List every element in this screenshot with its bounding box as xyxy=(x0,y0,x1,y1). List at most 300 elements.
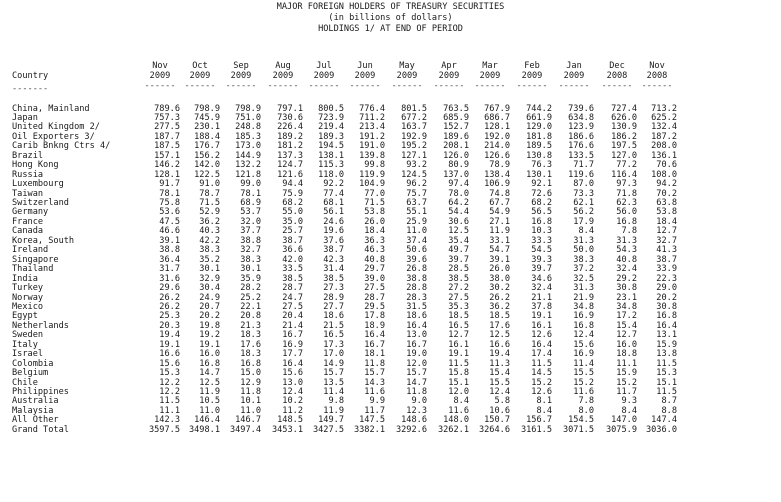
holding-value: 14.3 xyxy=(364,378,385,388)
holding-value: 35.9 xyxy=(240,274,261,284)
holding-value: 42.3 xyxy=(323,255,344,265)
holding-value: 38.3 xyxy=(240,255,261,265)
holding-value: 31.3 xyxy=(616,236,637,246)
column-header-year: 2009 xyxy=(438,71,460,81)
holding-value: 713.2 xyxy=(651,104,677,114)
holding-value: 19.2 xyxy=(199,330,220,340)
holding-value: 11.4 xyxy=(323,387,344,397)
column-header-year: 2009 xyxy=(230,71,252,81)
holding-value: 26.2 xyxy=(159,293,180,303)
holding-value: 25.2 xyxy=(240,293,261,303)
holding-value: 723.9 xyxy=(318,113,344,123)
holding-value: 13.0 xyxy=(406,330,427,340)
holding-value: 32.4 xyxy=(616,264,637,274)
country-name: Switzerland xyxy=(12,198,69,208)
holding-value: 20.3 xyxy=(159,321,180,331)
holding-value: 34.8 xyxy=(573,302,594,312)
holding-value: 128.1 xyxy=(484,122,510,132)
holding-value: 10.2 xyxy=(282,396,303,406)
holding-value: 19.1 xyxy=(531,311,552,321)
holding-value: 23.1 xyxy=(616,293,637,303)
holding-value: 189.3 xyxy=(318,132,344,142)
holding-value: 16.6 xyxy=(159,349,180,359)
holding-value: 32.7 xyxy=(656,236,677,246)
holding-value: 15.7 xyxy=(364,368,385,378)
holding-value: 38.8 xyxy=(159,245,180,255)
holding-value: 14.5 xyxy=(531,368,552,378)
holding-value: 147.5 xyxy=(359,415,385,425)
holding-value: 11.4 xyxy=(573,359,594,369)
holding-value: 208.0 xyxy=(651,141,677,151)
holding-value: 80.9 xyxy=(448,160,469,170)
holding-value: 10.5 xyxy=(199,396,220,406)
column-header-year: 2009 xyxy=(189,71,211,81)
holding-value: 77.4 xyxy=(323,189,344,199)
holding-value: 191.0 xyxy=(359,141,385,151)
holding-value: 129.0 xyxy=(526,122,552,132)
holding-value: 68.9 xyxy=(240,198,261,208)
holding-value: 181.2 xyxy=(277,141,303,151)
holding-value: 16.5 xyxy=(448,321,469,331)
country-name: Mexico xyxy=(12,302,44,312)
holding-value: 18.4 xyxy=(656,217,677,227)
holding-value: 3075.9 xyxy=(605,425,637,435)
country-name: Korea, South xyxy=(12,236,75,246)
country-name: Thailand xyxy=(12,264,54,274)
column-header-month: May xyxy=(399,61,415,71)
holding-value: 93.2 xyxy=(406,160,427,170)
holding-value: 626.0 xyxy=(611,113,637,123)
holding-value: 8.4 xyxy=(453,396,469,406)
holding-value: 15.6 xyxy=(159,359,180,369)
holding-value: 53.7 xyxy=(240,207,261,217)
column-header-month: Mar xyxy=(482,61,498,71)
holding-value: 71.8 xyxy=(616,189,637,199)
holding-value: 92.2 xyxy=(323,179,344,189)
holding-value: 16.8 xyxy=(616,217,637,227)
holding-value: 11.3 xyxy=(489,359,510,369)
holding-value: 24.6 xyxy=(323,217,344,227)
column-header-year: 2009 xyxy=(563,71,585,81)
holding-value: 39.7 xyxy=(531,264,552,274)
holding-value: 92.1 xyxy=(531,179,552,189)
country-name: France xyxy=(12,217,44,227)
holding-value: 75.7 xyxy=(406,189,427,199)
report-title: MAJOR FOREIGN HOLDERS OF TREASURY SECURITIES xyxy=(276,2,505,12)
column-header-rule: ------ xyxy=(558,81,590,91)
column-header-year: 2009 xyxy=(272,71,294,81)
holding-value: 3453.1 xyxy=(271,425,303,435)
holding-value: 118.0 xyxy=(318,170,344,180)
holding-value: 22.3 xyxy=(656,274,677,284)
holding-value: 17.6 xyxy=(489,321,510,331)
holding-value: 12.2 xyxy=(159,378,180,388)
holding-value: 19.1 xyxy=(159,340,180,350)
holding-value: 15.9 xyxy=(616,368,637,378)
holding-value: 11.5 xyxy=(656,387,677,397)
holding-value: 146.7 xyxy=(235,415,261,425)
holding-value: 67.7 xyxy=(489,198,510,208)
holding-value: 208.1 xyxy=(443,141,469,151)
holding-value: 11.8 xyxy=(364,359,385,369)
holding-value: 29.5 xyxy=(364,302,385,312)
holding-value: 78.9 xyxy=(489,160,510,170)
holding-value: 104.9 xyxy=(359,179,385,189)
holding-value: 75.9 xyxy=(282,189,303,199)
holding-value: 157.1 xyxy=(154,151,180,161)
holding-value: 8.4 xyxy=(621,406,637,416)
column-header-rule: ------ xyxy=(474,81,506,91)
country-name: Canada xyxy=(12,226,44,236)
holding-value: 16.8 xyxy=(573,321,594,331)
holding-value: 21.3 xyxy=(240,321,261,331)
holding-value: 38.5 xyxy=(282,274,303,284)
holding-value: 97.3 xyxy=(616,179,637,189)
column-header-month: Dec xyxy=(609,61,625,71)
holding-value: 147.4 xyxy=(651,415,677,425)
country-name: Israel xyxy=(12,349,44,359)
column-header-rule: ------ xyxy=(601,81,633,91)
holding-value: 34.8 xyxy=(616,302,637,312)
holding-value: 130.8 xyxy=(526,151,552,161)
country-name: Germany xyxy=(12,207,49,217)
holding-value: 138.4 xyxy=(484,170,510,180)
holding-value: 15.1 xyxy=(448,378,469,388)
holding-value: 96.2 xyxy=(406,179,427,189)
holding-value: 30.4 xyxy=(199,283,220,293)
holding-value: 62.1 xyxy=(573,198,594,208)
holding-value: 39.0 xyxy=(364,274,385,284)
holding-value: 185.3 xyxy=(235,132,261,142)
country-name: Chile xyxy=(12,378,38,388)
holding-value: 11.5 xyxy=(531,359,552,369)
holding-value: 54.3 xyxy=(616,245,637,255)
holding-value: 27.2 xyxy=(448,283,469,293)
holding-value: 71.5 xyxy=(364,198,385,208)
holding-value: 35.0 xyxy=(282,217,303,227)
holding-value: 11.8 xyxy=(240,387,261,397)
holding-value: 36.3 xyxy=(364,236,385,246)
holding-value: 119.6 xyxy=(568,170,594,180)
holding-value: 18.5 xyxy=(448,311,469,321)
holding-value: 219.4 xyxy=(318,122,344,132)
country-name: Australia xyxy=(12,396,59,406)
holding-value: 3036.0 xyxy=(645,425,677,435)
holding-value: 68.1 xyxy=(323,198,344,208)
holding-value: 38.7 xyxy=(282,236,303,246)
holding-value: 248.8 xyxy=(235,122,261,132)
holding-value: 677.2 xyxy=(401,113,427,123)
holding-value: 148.0 xyxy=(443,415,469,425)
holding-value: 40.8 xyxy=(364,255,385,265)
holding-value: 52.9 xyxy=(199,207,220,217)
holding-value: 133.5 xyxy=(568,151,594,161)
holding-value: 186.6 xyxy=(568,132,594,142)
holding-value: 31.7 xyxy=(159,264,180,274)
country-name: Japan xyxy=(12,113,38,123)
column-header-rule: ------ xyxy=(349,81,381,91)
holding-value: 38.8 xyxy=(406,274,427,284)
holding-value: 686.7 xyxy=(484,113,510,123)
holding-value: 15.5 xyxy=(573,368,594,378)
holding-value: 187.2 xyxy=(651,132,677,142)
column-header-month: Sep xyxy=(233,61,249,71)
holding-value: 55.0 xyxy=(282,207,303,217)
column-header-month: Aug xyxy=(275,61,291,71)
holding-value: 11.0 xyxy=(240,406,261,416)
holding-value: 17.6 xyxy=(240,340,261,350)
holding-value: 24.7 xyxy=(282,293,303,303)
column-header-rule: ------ xyxy=(225,81,257,91)
holding-value: 22.1 xyxy=(240,302,261,312)
holding-value: 21.5 xyxy=(323,321,344,331)
holding-value: 10.1 xyxy=(240,396,261,406)
column-header-month: Feb xyxy=(524,61,540,71)
holding-value: 18.1 xyxy=(364,349,385,359)
holding-value: 147.0 xyxy=(611,415,637,425)
holding-value: 16.0 xyxy=(199,349,220,359)
holding-value: 20.2 xyxy=(656,293,677,303)
holding-value: 26.8 xyxy=(406,264,427,274)
holding-value: 33.1 xyxy=(489,236,510,246)
holding-value: 11.2 xyxy=(282,406,303,416)
holding-value: 41.3 xyxy=(656,245,677,255)
country-name: India xyxy=(12,274,38,284)
holding-value: 123.9 xyxy=(568,122,594,132)
holding-value: 75.8 xyxy=(159,198,180,208)
holding-value: 63.7 xyxy=(406,198,427,208)
holding-value: 31.6 xyxy=(159,274,180,284)
column-header-rule: ------ xyxy=(184,81,216,91)
holding-value: 24.9 xyxy=(199,293,220,303)
holding-value: 12.3 xyxy=(406,406,427,416)
column-header-year: 2009 xyxy=(149,71,171,81)
holding-value: 27.1 xyxy=(489,217,510,227)
holding-value: 38.7 xyxy=(323,245,344,255)
holding-value: 36.2 xyxy=(199,217,220,227)
holding-value: 54.4 xyxy=(448,207,469,217)
holding-value: 39.1 xyxy=(159,236,180,246)
holding-value: 119.9 xyxy=(359,170,385,180)
holding-value: 13.1 xyxy=(656,330,677,340)
holding-value: 29.2 xyxy=(616,274,637,284)
holding-value: 11.5 xyxy=(656,359,677,369)
holding-value: 739.6 xyxy=(568,104,594,114)
holding-value: 42.2 xyxy=(199,236,220,246)
country-column-header: Country xyxy=(12,71,49,81)
country-name: Italy xyxy=(12,340,38,350)
holding-value: 19.4 xyxy=(489,349,510,359)
holding-value: 16.7 xyxy=(406,340,427,350)
holding-value: 15.7 xyxy=(323,368,344,378)
report-subtitle: HOLDINGS 1/ AT END OF PERIOD xyxy=(318,24,463,34)
holding-value: 19.1 xyxy=(199,340,220,350)
holding-value: 191.2 xyxy=(359,132,385,142)
holding-value: 55.1 xyxy=(406,207,427,217)
holding-value: 34.6 xyxy=(531,274,552,284)
holding-value: 9.0 xyxy=(411,396,427,406)
country-name: All Other xyxy=(12,415,59,425)
holding-value: 54.9 xyxy=(489,207,510,217)
holding-value: 146.4 xyxy=(194,415,220,425)
holding-value: 37.2 xyxy=(573,264,594,274)
holding-value: 49.7 xyxy=(448,245,469,255)
country-name: Netherlands xyxy=(12,321,69,331)
holding-value: 9.3 xyxy=(621,396,637,406)
holding-value: 28.2 xyxy=(240,283,261,293)
holding-value: 751.0 xyxy=(235,113,261,123)
country-name: Oil Exporters 3/ xyxy=(12,132,95,142)
holding-value: 94.4 xyxy=(282,179,303,189)
holding-value: 127.1 xyxy=(401,151,427,161)
holding-value: 68.2 xyxy=(282,198,303,208)
holding-value: 11.7 xyxy=(616,387,637,397)
holding-value: 11.1 xyxy=(159,406,180,416)
holding-value: 798.9 xyxy=(194,104,220,114)
holding-value: 12.7 xyxy=(448,330,469,340)
holding-value: 16.9 xyxy=(573,311,594,321)
holding-value: 53.8 xyxy=(656,207,677,217)
holding-value: 3497.4 xyxy=(229,425,261,435)
holding-value: 124.7 xyxy=(277,160,303,170)
holding-value: 3292.6 xyxy=(395,425,427,435)
holding-value: 77.0 xyxy=(364,189,385,199)
holding-value: 12.7 xyxy=(616,330,637,340)
holding-value: 29.7 xyxy=(364,264,385,274)
holding-value: 798.9 xyxy=(235,104,261,114)
holding-value: 17.4 xyxy=(531,349,552,359)
holding-value: 187.7 xyxy=(154,132,180,142)
holding-value: 12.5 xyxy=(448,226,469,236)
holding-value: 25.9 xyxy=(406,217,427,227)
holding-value: 16.9 xyxy=(282,340,303,350)
holding-value: 20.7 xyxy=(199,302,220,312)
holding-value: 11.0 xyxy=(199,406,220,416)
holding-value: 37.7 xyxy=(240,226,261,236)
holding-value: 136.1 xyxy=(651,151,677,161)
holding-value: 15.6 xyxy=(282,368,303,378)
holding-value: 63.8 xyxy=(656,198,677,208)
holding-value: 26.2 xyxy=(159,302,180,312)
report-units: (in billions of dollars) xyxy=(328,13,453,23)
holding-value: 27.5 xyxy=(364,283,385,293)
holding-value: 15.4 xyxy=(489,368,510,378)
holding-value: 19.8 xyxy=(199,321,220,331)
holding-value: 661.9 xyxy=(526,113,552,123)
holding-value: 56.5 xyxy=(531,207,552,217)
holding-value: 16.5 xyxy=(323,330,344,340)
holding-value: 35.4 xyxy=(448,236,469,246)
holding-value: 17.8 xyxy=(364,311,385,321)
holding-value: 31.5 xyxy=(406,302,427,312)
holding-value: 115.3 xyxy=(318,160,344,170)
holding-value: 16.0 xyxy=(616,340,637,350)
country-name: Egypt xyxy=(12,311,38,321)
column-header-month: Apr xyxy=(441,61,457,71)
holding-value: 27.5 xyxy=(448,293,469,303)
holding-value: 142.0 xyxy=(194,160,220,170)
holding-value: 16.8 xyxy=(656,311,677,321)
holding-value: 192.0 xyxy=(484,132,510,142)
holding-value: 195.2 xyxy=(401,141,427,151)
holding-value: 27.5 xyxy=(282,302,303,312)
holding-value: 744.2 xyxy=(526,104,552,114)
holding-value: 226.4 xyxy=(277,122,303,132)
holding-value: 30.8 xyxy=(616,283,637,293)
holding-value: 54.5 xyxy=(531,245,552,255)
holding-value: 33.5 xyxy=(282,264,303,274)
holding-value: 150.7 xyxy=(484,415,510,425)
holding-value: 154.5 xyxy=(568,415,594,425)
holding-value: 9.8 xyxy=(328,396,344,406)
holding-value: 16.9 xyxy=(573,349,594,359)
holding-value: 163.7 xyxy=(401,122,427,132)
holding-value: 20.4 xyxy=(282,311,303,321)
holding-value: 121.8 xyxy=(235,170,261,180)
holding-value: 91.0 xyxy=(199,179,220,189)
holding-value: 15.5 xyxy=(489,378,510,388)
column-header-year: 2009 xyxy=(479,71,501,81)
holding-value: 30.2 xyxy=(489,283,510,293)
holding-value: 17.7 xyxy=(282,349,303,359)
holding-value: 730.6 xyxy=(277,113,303,123)
column-header-rule: ------ xyxy=(391,81,423,91)
holding-value: 78.7 xyxy=(199,189,220,199)
holding-value: 27.7 xyxy=(323,302,344,312)
holding-value: 39.7 xyxy=(448,255,469,265)
holding-value: 11.9 xyxy=(489,226,510,236)
column-header-rule: ------ xyxy=(144,81,176,91)
holding-value: 74.8 xyxy=(489,189,510,199)
holding-value: 15.3 xyxy=(159,368,180,378)
holding-value: 763.5 xyxy=(443,104,469,114)
holding-value: 138.1 xyxy=(318,151,344,161)
holding-value: 16.4 xyxy=(282,359,303,369)
holding-value: 38.0 xyxy=(489,274,510,284)
holding-value: 16.8 xyxy=(531,217,552,227)
holding-value: 18.5 xyxy=(489,311,510,321)
holding-value: 3597.5 xyxy=(148,425,180,435)
holding-value: 13.0 xyxy=(282,378,303,388)
holding-value: 277.5 xyxy=(154,122,180,132)
holding-value: 3262.1 xyxy=(437,425,469,435)
column-header-year: 2008 xyxy=(606,71,628,81)
holding-value: 56.1 xyxy=(323,207,344,217)
holding-value: 156.2 xyxy=(194,151,220,161)
holding-value: 16.8 xyxy=(240,359,261,369)
holding-value: 15.6 xyxy=(573,340,594,350)
holding-value: 12.4 xyxy=(573,330,594,340)
holding-value: 727.4 xyxy=(611,104,637,114)
holding-value: 64.2 xyxy=(448,198,469,208)
holding-value: 25.3 xyxy=(159,311,180,321)
holding-value: 3161.5 xyxy=(520,425,552,435)
holding-value: 11.7 xyxy=(364,406,385,416)
holding-value: 5.8 xyxy=(494,396,510,406)
country-name: Colombia xyxy=(12,359,54,369)
holding-value: 91.7 xyxy=(159,179,180,189)
column-header-month: Nov xyxy=(649,61,665,71)
holding-value: 230.1 xyxy=(194,122,220,132)
holding-value: 142.3 xyxy=(154,415,180,425)
holding-value: 37.6 xyxy=(323,236,344,246)
holding-value: 10.6 xyxy=(489,406,510,416)
holding-value: 11.9 xyxy=(199,387,220,397)
holding-value: 28.7 xyxy=(282,283,303,293)
holding-value: 127.0 xyxy=(611,151,637,161)
holding-value: 11.8 xyxy=(406,387,427,397)
holding-value: 76.3 xyxy=(531,160,552,170)
